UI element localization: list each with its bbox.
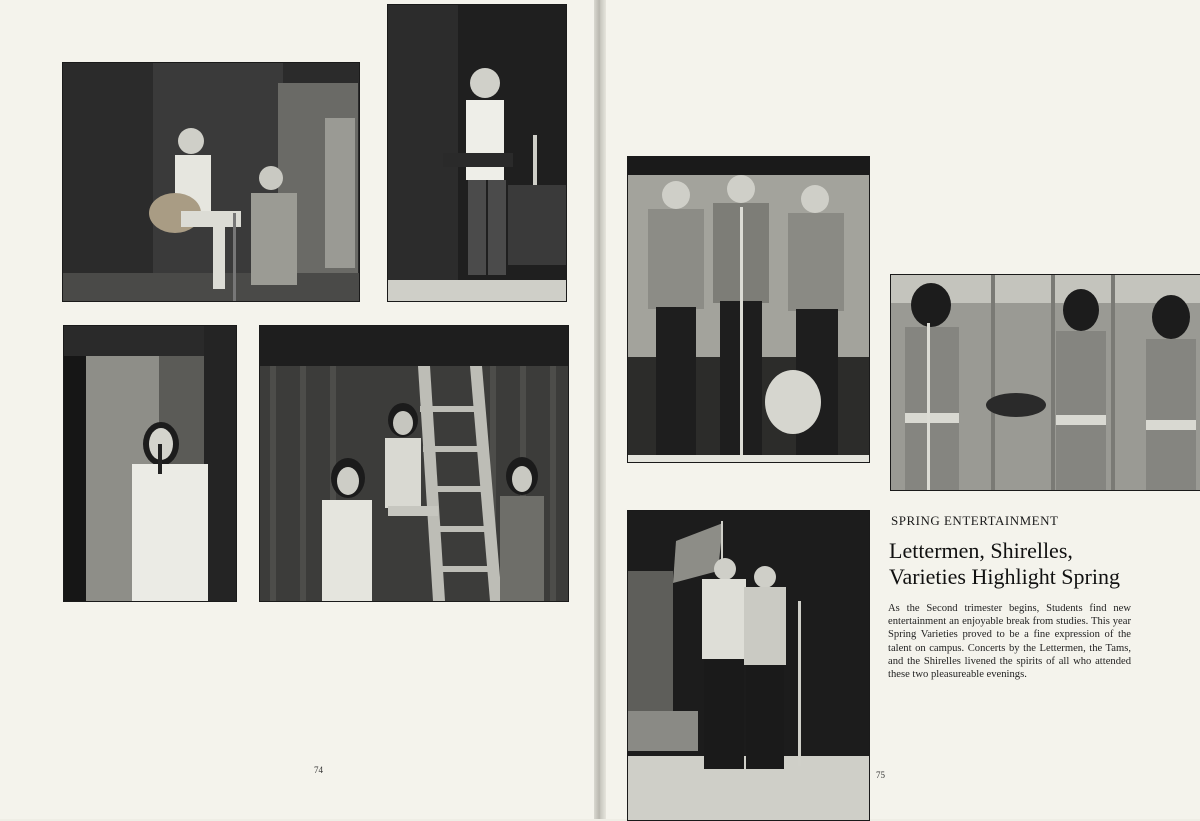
flag-performers-photo: [627, 510, 870, 821]
left-page-number: 74: [314, 765, 323, 775]
article-body: As the Second trimester begins, Students find new entertainment an enjoyable break from studies. This year Spring Varieties proved to be a fine expression of the talent on campus. Concerts by the Lettermen, the Tams, and the Shirelles livened the spirits of all who attended these two pleasureable evenings.: [888, 603, 1131, 681]
headline-line-2: Varieties Highlight Spring: [889, 564, 1120, 589]
shirelles-photo: [890, 274, 1200, 491]
section-kicker: SPRING ENTERTAINMENT: [891, 513, 1059, 528]
right-page-number: 75: [876, 770, 885, 780]
guitar-duet-photo: [62, 62, 360, 302]
lettermen-photo: [627, 156, 870, 463]
article-headline: [889, 538, 1179, 590]
book-gutter: [594, 0, 606, 819]
headline-line-1: Lettermen, Shirelles,: [889, 538, 1073, 563]
ukulele-performer-photo: [387, 4, 567, 302]
solo-singer-photo: [63, 325, 237, 602]
ladder-trio-photo: [259, 325, 569, 602]
